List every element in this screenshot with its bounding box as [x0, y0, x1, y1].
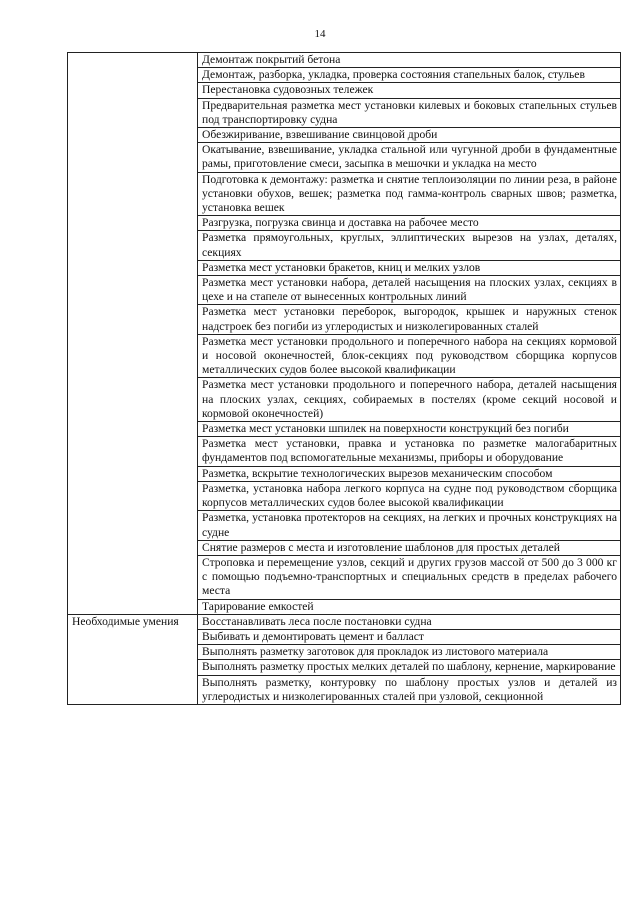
requirement-text: Выполнять разметку заготовок для прокладок из листового материала: [202, 645, 549, 659]
requirement-cell: [198, 172, 621, 216]
requirement-text: Разметка, установка протекторов на секциях, на легких и прочных конструкциях на судне: [202, 511, 617, 539]
requirement-text: Разметка мест установки набора, деталей насыщения на плоских узлах, секциях в цехе и на стапеле от вынесенных контрольных линий: [202, 276, 617, 304]
requirement-text: Разметка мест установки шпилек на поверхности конструкций без погиби: [202, 422, 569, 436]
requirement-text: Демонтаж покрытий бетона: [202, 53, 341, 66]
requirement-text: Разгрузка, погрузка свинца и доставка на рабочее место: [202, 216, 479, 230]
competency-table-body: [68, 53, 621, 705]
requirement-cell: [198, 83, 621, 98]
requirement-cell: [198, 511, 621, 540]
requirement-cell: [198, 53, 621, 68]
requirement-text: Разметка прямоугольных, круглых, эллиптических вырезов на узлах, деталях, секциях: [202, 231, 617, 259]
requirement-cell: [198, 305, 621, 334]
requirement-text: Восстанавливать леса после постановки судна: [202, 614, 432, 628]
requirement-text: Разметка, установка набора легкого корпуса на судне под руководством сборщика корпусов металлических судов более высокой квалификации: [202, 481, 617, 510]
requirement-text: Снятие размеров с места и изготовление шаблонов для простых деталей: [202, 540, 560, 554]
table-row: [68, 53, 621, 68]
requirement-cell: [198, 68, 621, 83]
requirement-cell: [198, 98, 621, 127]
requirement-text: Демонтаж, разборка, укладка, проверка состояния стапельных балок, стульев: [202, 68, 585, 82]
requirement-cell: [198, 645, 621, 660]
requirement-text: Разметка мест установки переборок, выгородок, крышек и наружных стенок надстроек без погиби из углеродистых и низколегированных сталей: [202, 305, 617, 333]
requirement-cell: [198, 216, 621, 231]
requirement-cell: [198, 660, 621, 675]
requirement-text: Выполнять разметку простых мелких деталей по шаблону, кернение, маркирование: [202, 660, 616, 674]
section-label: Необходимые умения: [68, 614, 198, 704]
page-number: 14: [314, 28, 326, 40]
requirement-cell: [198, 378, 621, 422]
requirement-cell: [198, 466, 621, 481]
requirement-text: Выполнять разметку, контуровку по шаблону простых узлов и деталей из углеродистых и низколегированных сталей при узловой, секционной: [202, 675, 617, 703]
section-label: [68, 53, 198, 615]
requirement-text: Выбивать и демонтировать цемент и балласт: [202, 629, 424, 643]
table-row: [68, 614, 621, 629]
requirement-cell: [198, 334, 621, 378]
requirement-text: Разметка мест установки, правка и установка по разметке малогабаритных фундаментов под вспомогательные механизмы, приборы и оборудование: [202, 437, 617, 465]
requirement-text: Разметка мест установки продольного и поперечного набора, деталей насыщения на плоских узлах, секциях, собираемых в постелях (кроме секций носовой и кормовой оконечностей): [202, 378, 617, 420]
requirement-cell: [198, 437, 621, 466]
requirement-text: Подготовка к демонтажу: разметка и снятие теплоизоляции по линии реза, в районе установки обухов, вешек; разметка под гамма-контроль сварных швов; разметка, установка вешек: [202, 172, 617, 215]
requirement-text: Перестановка судовозных тележек: [202, 83, 374, 97]
requirement-cell: [198, 422, 621, 437]
requirement-cell: [198, 128, 621, 143]
requirement-cell: [198, 555, 621, 599]
requirement-cell: [198, 540, 621, 555]
requirement-text: Окатывание, взвешивание, укладка стальной или чугунной дроби в фундаментные рамы, приготовление смеси, засыпка в мешочки и укладка на место: [202, 143, 617, 171]
requirement-cell: [198, 629, 621, 644]
requirement-text: Обезжиривание, взвешивание свинцовой дроби: [202, 128, 438, 142]
requirement-cell: [198, 143, 621, 172]
requirement-text: Строповка и перемещение узлов, секций и других грузов массой от 500 до 3 000 кг с помощью подъемно-транспортных и специальных средств в пределах рабочего места: [202, 555, 617, 598]
requirement-cell: [198, 675, 621, 704]
requirement-text: Разметка, вскрытие технологических вырезов механическим способом: [202, 466, 553, 480]
requirement-cell: [198, 231, 621, 260]
requirement-text: Тарирование емкостей: [202, 599, 314, 613]
requirement-cell: [198, 260, 621, 275]
requirement-text: Предварительная разметка мест установки килевых и боковых стапельных стульев под транспортировку судна: [202, 98, 617, 126]
requirement-cell: [198, 276, 621, 305]
requirement-cell: [198, 614, 621, 629]
requirement-text: Разметка мест установки бракетов, книц и мелких узлов: [202, 260, 481, 274]
requirement-cell: [198, 599, 621, 614]
requirement-cell: [198, 481, 621, 510]
requirement-text: Разметка мест установки продольного и поперечного набора на секциях кормовой и носовой оконечностей, блок-секциях под руководством сборщика корпусов металлических судов более высокой квалификации: [202, 334, 617, 377]
competency-table: [67, 52, 621, 705]
